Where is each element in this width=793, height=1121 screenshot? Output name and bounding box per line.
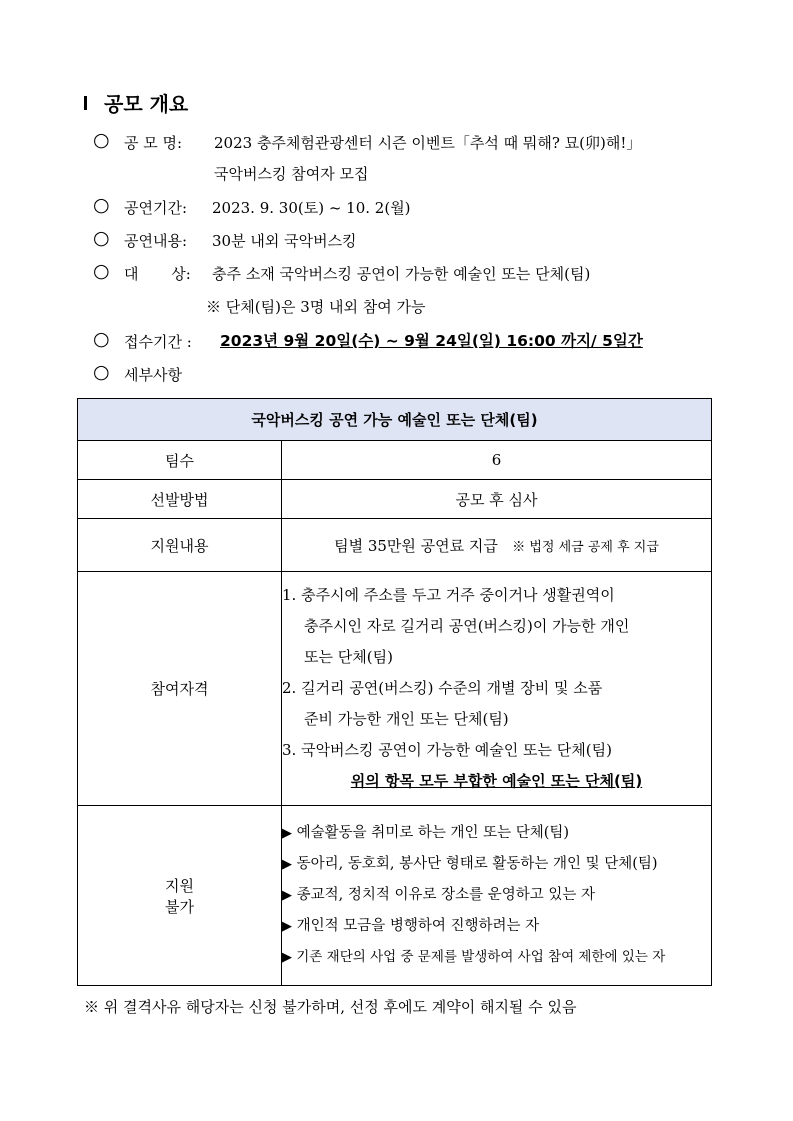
content-label: 공연내용: xyxy=(124,232,188,250)
selection-label: 선발방법 xyxy=(78,480,282,519)
qualification-list xyxy=(282,572,712,806)
table-header: 국악버스킹 공연 가능 예술인 또는 단체(팀) xyxy=(78,399,712,441)
reception-value: 2023년 9월 20일(수) ~ 9월 24일(일) 16:00 까지/ 5일간 xyxy=(220,332,643,350)
name-value-continued: 국악버스킹 참여자 모집 xyxy=(214,165,369,183)
teams-value: 6 xyxy=(282,441,712,480)
period-label: 공연기간: xyxy=(124,199,188,217)
support-value: 팀별 35만원 공연료 지급 xyxy=(334,536,498,555)
exclusion-list xyxy=(282,806,712,986)
period-value: 2023. 9. 30(토) ~ 10. 2(월) xyxy=(212,199,411,217)
target-note: ※ 단체(팀)은 3명 내외 참여 가능 xyxy=(206,298,426,316)
table-row xyxy=(78,441,712,480)
qualification-label: 참여자격 xyxy=(78,572,282,806)
list-item: ▶ 동아리, 동호회, 봉사단 형태로 활동하는 개인 및 단체(팀) xyxy=(282,856,658,872)
bullet-icon: ○ xyxy=(93,260,110,282)
list-item: ▶ 개인적 모금을 병행하여 진행하려는 자 xyxy=(282,918,540,934)
list-item: ▶ 기존 재단의 사업 중 문제를 발생하여 사업 참여 제한에 있는 자 xyxy=(282,949,666,965)
qualification-emphasis: 위의 항목 모두 부합한 예술인 또는 단체(팀) xyxy=(350,772,643,790)
list-item: 2. 길거리 공연(버스킹) 수준의 개별 장비 및 소품 준비 가능한 개인 또는 단체(팀) xyxy=(282,679,603,728)
table-row xyxy=(78,572,712,806)
play-triangle-icon: ▶ xyxy=(282,826,292,841)
details-label: 세부사항 xyxy=(124,366,182,384)
bullet-icon: ○ xyxy=(93,361,110,383)
bullet-icon: ○ xyxy=(93,227,110,249)
reception-label: 접수기간 : xyxy=(124,333,192,351)
play-triangle-icon: ▶ xyxy=(282,857,292,872)
target-value: 충주 소재 국악버스킹 공연이 가능한 예술인 또는 단체(팀) xyxy=(212,265,591,283)
play-triangle-icon: ▶ xyxy=(282,950,292,965)
section-title: 공모 개요 xyxy=(104,92,189,116)
support-note: ※ 법정 세금 공제 후 지급 xyxy=(512,539,659,555)
bullet-icon: ○ xyxy=(93,328,110,350)
content-value: 30분 내외 국악버스킹 xyxy=(212,232,357,250)
footer-note: ※ 위 결격사유 해당자는 신청 불가하며, 선정 후에도 계약이 해지될 수 있음 xyxy=(84,998,577,1016)
list-item: 3. 국악버스킹 공연이 가능한 예술인 또는 단체(팀) xyxy=(282,741,612,759)
support-label: 지원내용 xyxy=(78,519,282,572)
section-marker xyxy=(84,96,87,110)
list-item: 1. 충주시에 주소를 두고 거주 중이거나 생활권역이 충주시인 자로 길거리 공연(버스킹)이 가능한 개인 또는 단체(팀) xyxy=(282,586,630,666)
support-cell xyxy=(282,519,712,572)
play-triangle-icon: ▶ xyxy=(282,888,292,903)
table-row xyxy=(78,480,712,519)
exclusion-label: 지원 불가 xyxy=(78,806,282,986)
bullet-icon: ○ xyxy=(93,194,110,216)
bullet-icon: ○ xyxy=(93,129,110,151)
list-item: ▶ 종교적, 정치적 이유로 장소를 운영하고 있는 자 xyxy=(282,887,596,903)
name-value: 2023 충주체험관광센터 시즌 이벤트「추석 때 뭐해? 묘(卯)해!」 xyxy=(214,134,642,152)
table-row xyxy=(78,806,712,986)
table-row xyxy=(78,519,712,572)
details-table xyxy=(77,398,712,986)
teams-label: 팀수 xyxy=(78,441,282,480)
selection-value: 공모 후 심사 xyxy=(282,480,712,519)
name-label: 공 모 명: xyxy=(124,134,183,152)
list-item: ▶ 예술활동을 취미로 하는 개인 또는 단체(팀) xyxy=(282,825,570,841)
play-triangle-icon: ▶ xyxy=(282,919,292,934)
target-label: 대 상: xyxy=(124,265,191,283)
